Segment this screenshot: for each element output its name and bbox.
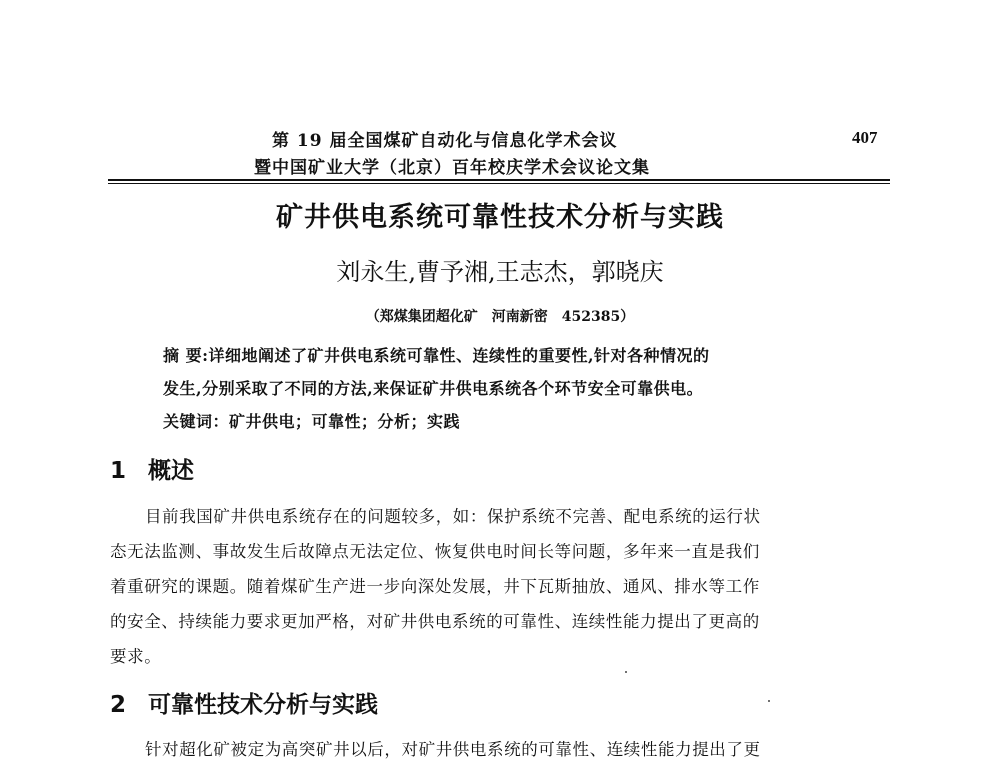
body-line: 态无法监测、事故发生后故障点无法定位、恢复供电时间长等问题，多年来一直是我们 (110, 542, 760, 561)
body-line: 目前我国矿井供电系统存在的问题较多，如：保护系统不完善、配电系统的运行状 (145, 507, 761, 526)
header-rule-thick (108, 179, 890, 181)
abstract-line-1: 摘 要:详细地阐述了矿井供电系统可靠性、连续性的重要性,针对各种情况的 (163, 346, 710, 365)
body-line: 的安全、持续能力要求更加严格，对矿井供电系统的可靠性、连续性能力提出了更高的 (110, 612, 760, 631)
keywords: 关键词：矿井供电；可靠性；分析；实践 (163, 412, 461, 431)
section-title: 可靠性技术分析与实践 (148, 692, 378, 718)
scan-speck (768, 700, 770, 702)
running-header-line1: 第 19 届全国煤矿自动化与信息化学术会议 (272, 131, 618, 151)
header-rule-thin (108, 183, 890, 184)
body-line: 着重研究的课题。随着煤矿生产进一步向深处发展，井下瓦斯抽放、通风、排水等工作 (110, 577, 760, 596)
scan-speck (625, 671, 627, 673)
section-title: 概述 (148, 458, 194, 484)
body-line: 要求。 (110, 647, 162, 666)
affiliation: （郑煤集团超化矿 河南新密 452385） (365, 309, 635, 325)
section-number: 2 (110, 692, 127, 718)
section-heading-2 (110, 686, 378, 719)
running-header-line2: 暨中国矿业大学（北京）百年校庆学术会议论文集 (254, 158, 650, 178)
abstract-line-2: 发生,分别采取了不同的方法,来保证矿井供电系统各个环节安全可靠供电。 (163, 379, 704, 398)
section-number: 1 (110, 458, 127, 484)
body-line: 针对超化矿被定为高突矿井以后，对矿井供电系统的可靠性、连续性能力提出了更 (145, 740, 761, 759)
page-number: 407 (852, 128, 878, 147)
author-list: 刘永生,曹予湘,王志杰，郭晓庆 (336, 258, 664, 286)
paper-title: 矿井供电系统可靠性技术分析与实践 (276, 202, 724, 233)
section-heading-1 (110, 452, 194, 485)
